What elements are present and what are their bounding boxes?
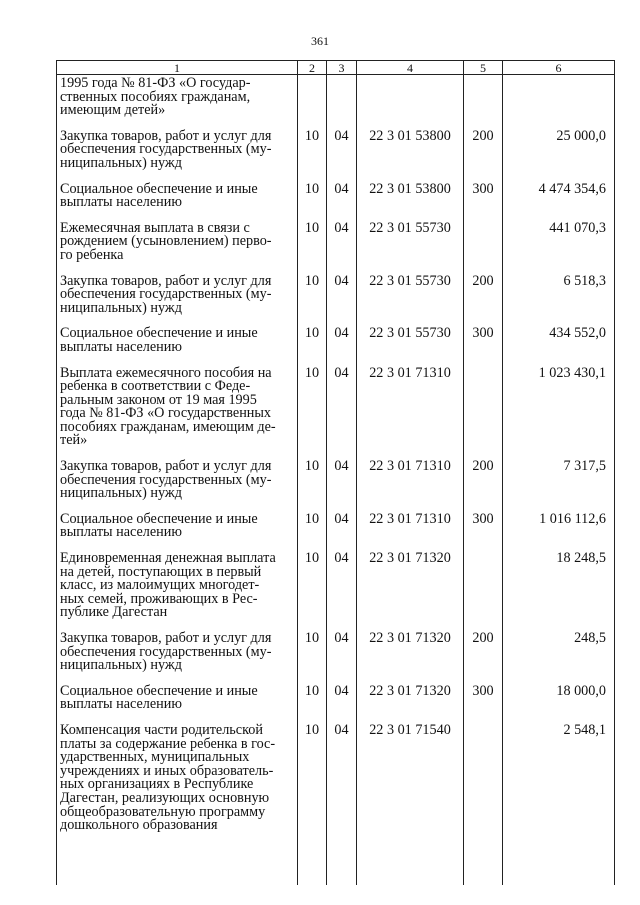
row-amount (503, 75, 615, 130)
row-section: 10 (298, 685, 327, 724)
row-section: 10 (298, 275, 327, 328)
row-target-code: 22 3 01 71310 (357, 367, 464, 461)
row-section: 10 (298, 513, 327, 552)
row-section: 10 (298, 327, 327, 366)
row-expense-type: 200 (464, 275, 503, 328)
row-subsection: 04 (327, 552, 357, 632)
row-amount: 4 474 354,6 (503, 183, 615, 222)
row-expense-type: 200 (464, 460, 503, 513)
row-amount: 1 016 112,6 (503, 513, 615, 552)
header-col-5: 5 (464, 61, 503, 75)
table-row (57, 222, 615, 275)
row-subsection: 04 (327, 460, 357, 513)
row-target-code: 22 3 01 55730 (357, 327, 464, 366)
row-amount: 441 070,3 (503, 222, 615, 275)
row-expense-type: 300 (464, 685, 503, 724)
row-description: Закупка товаров, работ и услуг для обеспечения государственных (му- ниципальных) нужд (57, 632, 298, 685)
row-target-code: 22 3 01 53800 (357, 183, 464, 222)
row-section: 10 (298, 724, 327, 845)
row-target-code: 22 3 01 71310 (357, 513, 464, 552)
row-section: 10 (298, 632, 327, 685)
table-row (57, 183, 615, 222)
row-subsection: 04 (327, 222, 357, 275)
table-row (57, 130, 615, 183)
row-description: Единовременная денежная выплата на детей, поступающих в первый класс, из малоимущих многодет- ных семей, проживающих в Рес- публике Дагестан (57, 552, 298, 632)
table-row (57, 513, 615, 552)
header-col-2: 2 (298, 61, 327, 75)
row-description: Выплата ежемесячного пособия на ребенка в соответствии с Феде- ральным законом от 19 мая 1995 года № 81-ФЗ «О государственных пособиях гражданам, имеющим де- тей» (57, 367, 298, 461)
row-target-code: 22 3 01 71310 (357, 460, 464, 513)
row-section (298, 75, 327, 130)
budget-table (56, 60, 615, 885)
filler-cell (327, 845, 357, 885)
page-number: 361 (311, 34, 329, 48)
table-row (57, 460, 615, 513)
row-amount: 248,5 (503, 632, 615, 685)
row-target-code: 22 3 01 53800 (357, 130, 464, 183)
filler-cell (298, 845, 327, 885)
table-body (57, 75, 615, 885)
table-row (57, 275, 615, 328)
row-expense-type (464, 552, 503, 632)
header-col-1: 1 (57, 61, 298, 75)
table-row (57, 327, 615, 366)
header-col-4: 4 (357, 61, 464, 75)
row-amount: 18 000,0 (503, 685, 615, 724)
row-description: Закупка товаров, работ и услуг для обеспечения государственных (му- ниципальных) нужд (57, 275, 298, 328)
table-header (57, 61, 615, 75)
filler-cell (503, 845, 615, 885)
row-expense-type (464, 367, 503, 461)
row-description: Социальное обеспечение и иные выплаты населению (57, 513, 298, 552)
row-description: 1995 года № 81-ФЗ «О государ- ственных пособиях гражданам, имеющим детей» (57, 75, 298, 130)
row-description: Социальное обеспечение и иные выплаты населению (57, 183, 298, 222)
table-filler-row (57, 845, 615, 885)
table-row (57, 367, 615, 461)
row-expense-type: 300 (464, 513, 503, 552)
row-description: Социальное обеспечение и иные выплаты населению (57, 685, 298, 724)
row-expense-type: 300 (464, 183, 503, 222)
row-section: 10 (298, 222, 327, 275)
budget-table-container (56, 60, 614, 846)
header-row (57, 61, 615, 75)
row-amount: 7 317,5 (503, 460, 615, 513)
row-subsection: 04 (327, 685, 357, 724)
header-col-3: 3 (327, 61, 357, 75)
row-expense-type: 300 (464, 327, 503, 366)
row-section: 10 (298, 460, 327, 513)
row-amount: 18 248,5 (503, 552, 615, 632)
row-amount: 1 023 430,1 (503, 367, 615, 461)
row-target-code: 22 3 01 71320 (357, 632, 464, 685)
row-amount: 2 548,1 (503, 724, 615, 845)
table-row (57, 685, 615, 724)
row-subsection: 04 (327, 275, 357, 328)
table-row (57, 75, 615, 130)
row-target-code: 22 3 01 71540 (357, 724, 464, 845)
row-section: 10 (298, 130, 327, 183)
row-expense-type: 200 (464, 130, 503, 183)
row-subsection: 04 (327, 724, 357, 845)
row-amount: 25 000,0 (503, 130, 615, 183)
row-subsection (327, 75, 357, 130)
row-section: 10 (298, 183, 327, 222)
row-description: Закупка товаров, работ и услуг для обеспечения государственных (му- ниципальных) нужд (57, 460, 298, 513)
row-description: Закупка товаров, работ и услуг для обеспечения государственных (му- ниципальных) нужд (57, 130, 298, 183)
row-target-code: 22 3 01 55730 (357, 222, 464, 275)
filler-cell (357, 845, 464, 885)
header-col-6: 6 (503, 61, 615, 75)
row-expense-type: 200 (464, 632, 503, 685)
row-subsection: 04 (327, 130, 357, 183)
row-expense-type (464, 724, 503, 845)
row-section: 10 (298, 367, 327, 461)
row-description: Компенсация части родительской платы за содержание ребенка в гос- ударственных, муниципальных учреждениях и иных образователь- ных организациях в Республике Дагестан, реализующих основную общеобразовательную программу дошкольного образования (57, 724, 298, 845)
row-description: Социальное обеспечение и иные выплаты населению (57, 327, 298, 366)
row-subsection: 04 (327, 367, 357, 461)
row-amount: 434 552,0 (503, 327, 615, 366)
row-target-code: 22 3 01 71320 (357, 685, 464, 724)
filler-cell (57, 845, 298, 885)
row-subsection: 04 (327, 183, 357, 222)
table-row (57, 724, 615, 845)
row-subsection: 04 (327, 327, 357, 366)
row-subsection: 04 (327, 513, 357, 552)
row-expense-type (464, 222, 503, 275)
row-subsection: 04 (327, 632, 357, 685)
row-target-code: 22 3 01 71320 (357, 552, 464, 632)
row-description: Ежемесячная выплата в связи с рождением (усыновлением) перво- го ребенка (57, 222, 298, 275)
row-target-code (357, 75, 464, 130)
row-section: 10 (298, 552, 327, 632)
table-row (57, 552, 615, 632)
filler-cell (464, 845, 503, 885)
row-expense-type (464, 75, 503, 130)
row-amount: 6 518,3 (503, 275, 615, 328)
row-target-code: 22 3 01 55730 (357, 275, 464, 328)
table-row (57, 632, 615, 685)
